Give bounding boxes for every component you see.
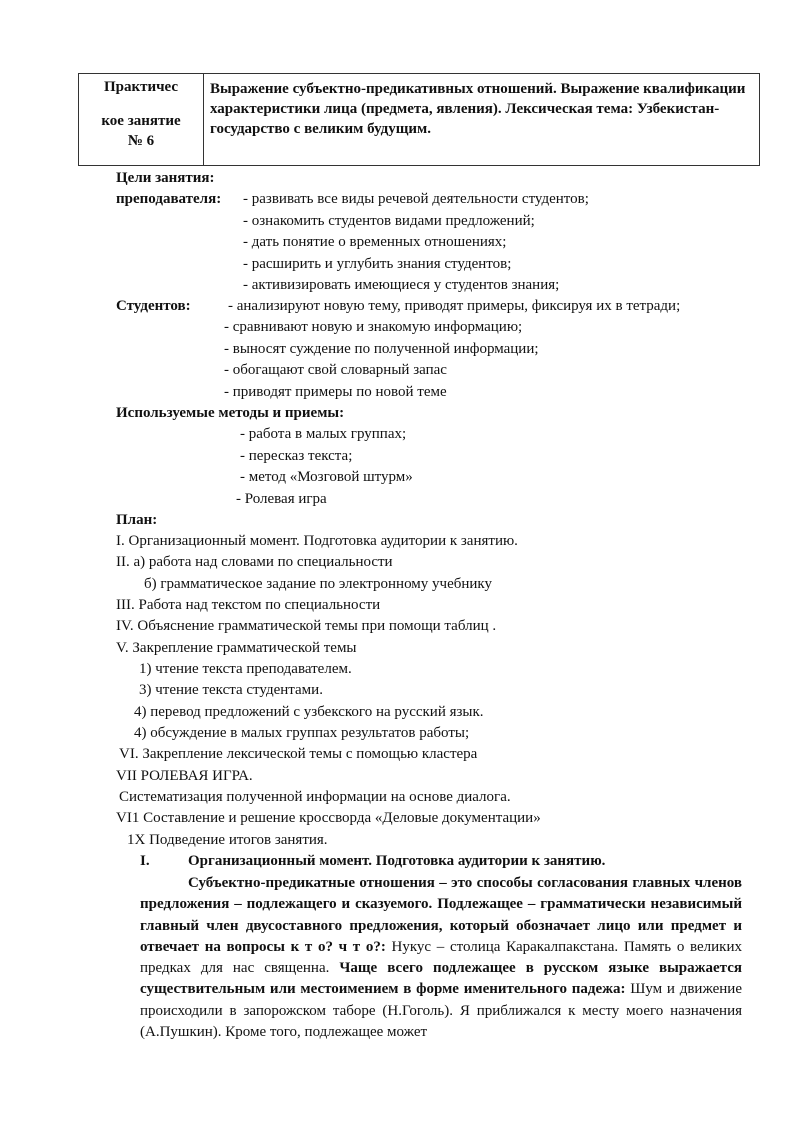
plan-item: III. Работа над текстом по специальности [116, 597, 381, 613]
body-text: Нукус – столица Каракалпакстана. Память о великих предках для нас священна. [140, 938, 742, 977]
methods-heading: Используемые методы и приемы: [116, 405, 345, 421]
lesson-label-line2: кое занятие [101, 113, 181, 129]
plan-item: VI1 Составление и решение кроссворда «Деловые документации» [116, 810, 541, 826]
body-bold-text: Чаще всего подлежащее в русском языке выражается существительным или местоимением в форме именительного падежа: [140, 960, 743, 998]
plan-heading: План: [116, 512, 158, 528]
plan-item: б) грамматическое задание по электронному учебнику [144, 576, 492, 592]
plan-item: VI. Закрепление лексической темы с помощью кластера [119, 746, 478, 762]
plan-item: 1Х Подведение итогов занятия. [127, 832, 328, 848]
plan-item: II. а) работа над словами по специальности [116, 554, 393, 570]
plan-item: 3) чтение текста студентами. [139, 682, 323, 698]
plan-item: 4) перевод предложений с узбекского на русский язык. [134, 704, 484, 720]
teacher-goal-item: - дать понятие о временных отношениях; [243, 234, 507, 250]
plan-item: 4) обсуждение в малых группах результатов работы; [134, 725, 470, 741]
lesson-title: Выражение субъектно-предикативных отношений. Выражение квалификации характеристики лица (предмета, явления). Лексическая тема: Узбекистан-государство с великим будущим. [210, 81, 746, 137]
plan-item: I. Организационный момент. Подготовка аудитории к занятию. [116, 533, 518, 549]
method-item: - работа в малых группах; [240, 426, 407, 442]
method-item: - метод «Мозговой штурм» [240, 469, 413, 485]
section-title: Организационный момент. Подготовка аудитории к занятию. [188, 853, 606, 869]
plan-item: IV. Объяснение грамматической темы при помощи таблиц . [116, 618, 497, 634]
plan-item: V. Закрепление грамматической темы [116, 640, 357, 656]
header-divider [203, 73, 204, 166]
lesson-number: № 6 [127, 133, 155, 149]
plan-item: Систематизация полученной информации на основе диалога. [119, 789, 511, 805]
teacher-label: преподавателя: [116, 191, 222, 207]
method-item: - пересказ текста; [240, 448, 353, 464]
student-goal-item: - анализируют новую тему, приводят примеры, фиксируя их в тетради; [228, 298, 681, 314]
body-bold-text: Субъектно-предикатные отношения – это способы согласования главных членов предложения – подлежащего и сказуемого. Подлежащее – грамматически независимый главный член двусоставного предложения, который обозначает лицо или предмет и отвечает на вопросы к т о? ч т о?: [140, 875, 742, 955]
plan-item: VII РОЛЕВАЯ ИГРА. [116, 768, 253, 784]
student-goal-item: - выносят суждение по полученной информации; [224, 341, 539, 357]
student-goal-item: - приводят примеры по новой теме [224, 384, 447, 400]
body-text: Шум и движение происходили в запорожском таборе (Н.Гоголь). Я приближался к месту моего назначения (А.Пушкин). Кроме того, подлежащее может [140, 981, 742, 1041]
method-item: - Ролевая игра [236, 491, 327, 507]
lesson-label-line1: Практичес [103, 79, 179, 95]
teacher-goal-item: - развивать все виды речевой деятельности студентов; [243, 191, 589, 207]
teacher-goal-item: - расширить и углубить знания студентов; [243, 256, 512, 272]
section-body [140, 873, 742, 1043]
student-goal-item: - сравнивают новую и знакомую информацию; [224, 319, 523, 335]
students-label: Студентов: [116, 298, 191, 314]
student-goal-item: - обогащают свой словарный запас [224, 362, 447, 378]
plan-item: 1) чтение текста преподавателем. [139, 661, 352, 677]
goals-heading: Цели занятия: [116, 170, 215, 186]
teacher-goal-item: - активизировать имеющиеся у студентов знания; [243, 277, 560, 293]
teacher-goal-item: - ознакомить студентов видами предложений; [243, 213, 535, 229]
section-number: I. [140, 853, 150, 869]
